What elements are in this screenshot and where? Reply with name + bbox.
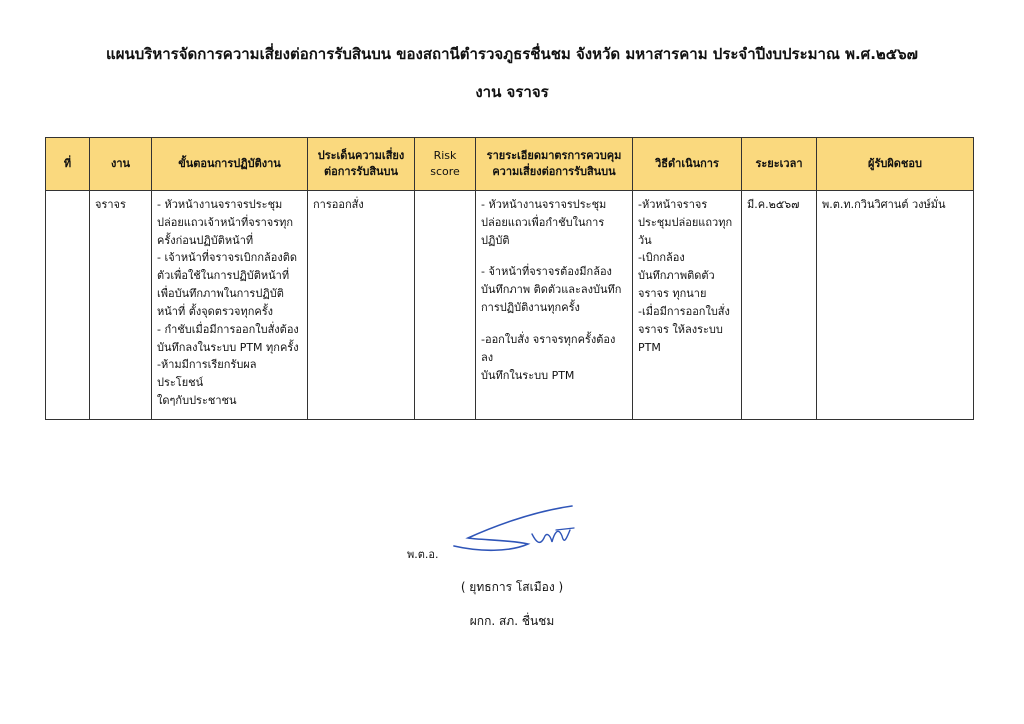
control-line: การปฏิบัติงานทุกครั้ง [481,301,580,315]
steps-line: - กำชับเมื่อมีการออกใบสั่งต้อง [157,322,299,336]
header-no: ที่ [46,138,90,191]
cell-risk-issue: การออกสั่ง [308,191,415,420]
spacer [481,249,627,263]
header-steps: ขั้นตอนการปฏิบัติงาน [152,138,308,191]
header-risk-issue [308,138,415,191]
method-line: จราจร ให้ลงระบบ [638,322,723,336]
steps-line: บันทึกลงในระบบ PTM ทุกครั้ง [157,340,299,354]
document-subtitle: งาน จราจร [475,83,549,101]
steps-line: ครั้งก่อนปฏิบัติหน้าที่ [157,233,254,247]
steps-line: เพื่อบันทึกภาพในการปฏิบัติ [157,287,284,301]
control-line: บันทึกในระบบ PTM [481,368,575,382]
header-risk-score [415,138,476,191]
header-method: วิธีดำเนินการ [633,138,742,191]
steps-line: - เจ้าหน้าที่จราจรเบิกกล้องติด [157,251,297,265]
cell-method [633,191,742,420]
steps-line: ตัวเพื่อใช้ในการปฏิบัติหน้าที่ [157,269,290,283]
control-line: ปล่อยแถวเพื่อกำชับในการ [481,215,605,229]
signer-position: ผกก. สภ. ชื่นชม [469,614,555,628]
method-line: ประชุมปล่อยแถวทุก [638,215,733,229]
cell-risk-score [415,191,476,420]
steps-line: หน้าที่ ตั้งจุดตรวจทุกครั้ง [157,304,274,318]
steps-line: ปล่อยแถวเจ้าหน้าที่จราจรทุก [157,215,294,229]
cell-work: จราจร [90,191,152,420]
control-line: บันทึกภาพ ติดตัวและลงบันทึก [481,283,622,297]
header-control-line2: ความเสี่ยงต่อการรับสินบน [492,165,616,178]
steps-line: -ห้ามมีการเรียกรับผลประโยชน์ [157,358,257,390]
method-line: จราจร ทุกนาย [638,287,707,301]
table-row [46,191,974,420]
header-responsible: ผู้รับผิดชอบ [817,138,974,191]
method-line: -หัวหน้าจราจร [638,198,708,211]
spacer [481,317,627,331]
header-work: งาน [90,138,152,191]
steps-line: - หัวหน้างานจราจรประชุม [157,198,283,211]
header-risk-score-line2: score [430,165,460,178]
risk-plan-table [45,137,974,420]
header-control [476,138,633,191]
document-title: แผนบริหารจัดการความเสี่ยงต่อการรับสินบน ของสถานีตำรวจภูธรชื่นชม จังหวัด มหาสารคาม ประจำปีงบประมาณ พ.ศ.๒๕๖๗ [106,45,918,63]
signer-name: ( ยุทธการ โสเมือง ) [460,580,564,594]
method-line: -เมื่อมีการออกใบสั่ง [638,304,730,318]
method-line: PTM [638,340,661,354]
cell-steps [152,191,308,420]
control-line: ปฏิบัติ [481,233,510,247]
cell-no [46,191,90,420]
control-line: -ออกใบสั่ง จราจรทุกครั้งต้องลง [481,332,616,364]
header-period: ระยะเวลา [742,138,817,191]
header-control-line1: รายระเอียดมาตรการควบคุม [486,149,622,163]
header-risk-score-line1: Risk [433,149,457,163]
signature-rank-label: พ.ต.อ. [407,548,439,561]
cell-period: มี.ค.๒๕๖๗ [742,191,817,420]
method-line: -เบิกกล้อง [638,251,685,265]
cell-responsible: พ.ต.ท.กวินวิศานต์ วงษ์มั่น [817,191,974,420]
cell-control [476,191,633,420]
method-line: บันทึกภาพติดตัว [638,269,715,283]
method-line: วัน [638,233,652,247]
table-header-row [46,138,974,191]
steps-line: ใดๆกับประชาชน [157,393,237,407]
control-line: - หัวหน้างานจราจรประชุม [481,198,607,211]
header-risk-issue-line1: ประเด็นความเสี่ยง [317,149,405,163]
header-risk-issue-line2: ต่อการรับสินบน [323,165,399,178]
handwritten-signature [440,500,590,560]
control-line: - จ้าหน้าที่จราจรต้องมีกล้อง [481,265,612,279]
